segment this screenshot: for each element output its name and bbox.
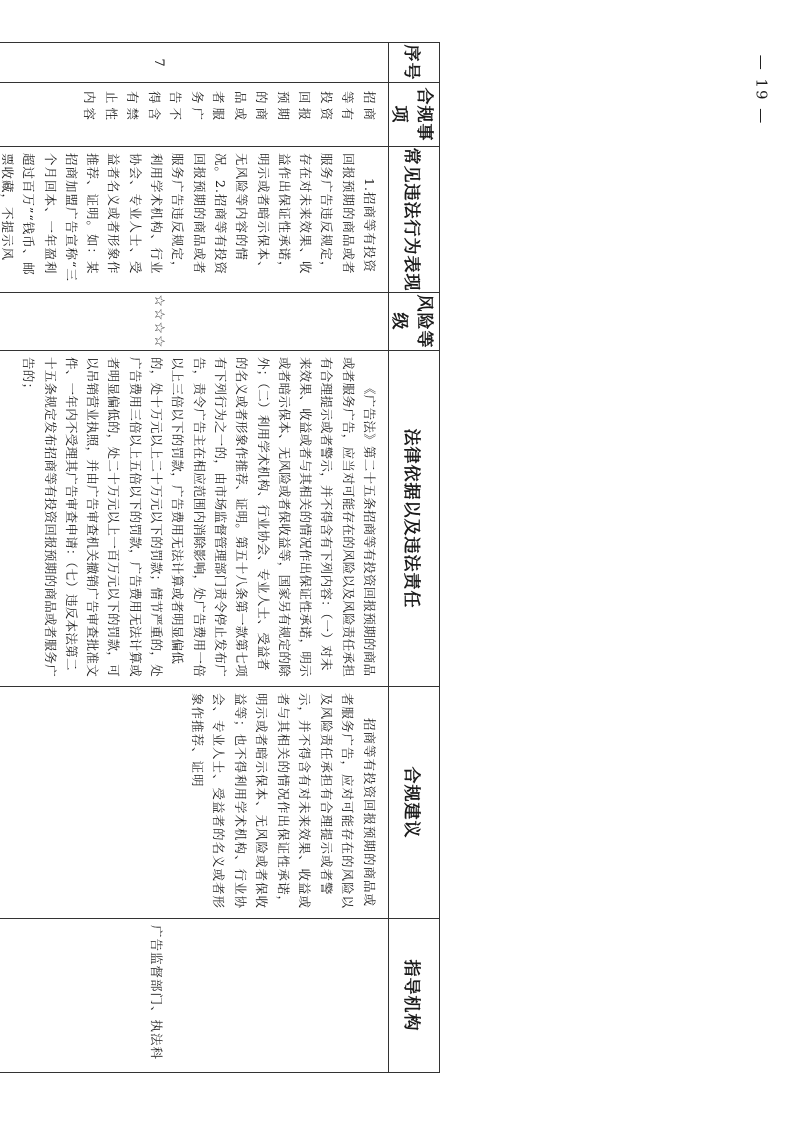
- header-guide: 指导机构: [389, 919, 440, 1073]
- advice-text: 招商等有投资回报预期的商品或者服务广告，应对可能存在的风险以及风险责任承担有合理提示或者警示，并不得含有对未来效果、收益或者与其相关的情况作出保证性承诺，明示或者暗示保本、无风险或者保收益等；也不得利用学术机构、行业协会、专业人士、受益者的名义或者形象作推荐、证明: [190, 693, 377, 910]
- header-advice: 合规建议: [389, 687, 440, 919]
- header-item: 合规事项: [389, 83, 440, 147]
- header-behavior: 常见违法行为表现: [389, 147, 440, 293]
- page-number: — 19 —: [752, 54, 770, 126]
- compliance-table: [0, 42, 440, 1073]
- row-seq: 7: [0, 43, 389, 83]
- row-guide: 广告监督部门、执法科: [0, 919, 389, 1073]
- header-seq: 序号: [389, 43, 440, 83]
- rotated-table-wrapper: [0, 42, 440, 1072]
- table-row: [0, 43, 389, 1073]
- header-law: 法律依据以及违法责任: [389, 351, 440, 687]
- law-text: 《广告法》第二十五条招商等有投资回报预期的商品或者服务广告，应当对可能存在的风险以及风险责任承担有合理提示或者警示，并不得含有下列内容：（一）对未来效果、收益或者与其相关的情况作出保证性承诺，明示或者暗示保本、无风险或者保收益等，国家另有规定的除外；（二）利用学术机构、行业协会、专业人士、受益者的名义或者形象作推荐、证明。第五十八条第一款第七项有下列行为之一的，由市场监督管理部门责令停止发布广告，责令广告主在相应范围内消除影响，处广告费用一倍以上三倍以下的罚款，广告费用无法计算或者明显偏低的，处十万元以上二十万元以下的罚款；情节严重的，处广告费用三倍以上五倍以下的罚款，广告费用无法计算或者明显偏低的，处二十万元以上一百万元以下的罚款，可以吊销营业执照，并由广告审查机关撤销广告审查批准文件、一年内不受理其广告审查申请：（七）违反本法第二十五条规定发布招商等有投资回报预期的商品或者服务广告的；: [21, 357, 377, 678]
- row-law: [0, 351, 389, 687]
- header-risk: 风险等级: [389, 293, 440, 351]
- row-item: 招商等有投资回报预期的商品或者服务广告不得含有禁止性内容: [0, 83, 389, 147]
- row-risk-stars: ☆☆☆☆: [0, 293, 389, 351]
- behavior-text: 1.招商等有投资回报预期的商品或者服务广告违反规定，存在对未来效果、收益作出保证性承诺，明示或者暗示保本、无风险等内容的情况。2.招商等有投资回报预期的商品或者服务广告违反规定，利用学术机构、行业协会、专业人士、受益者名义或者形象作推荐、证明。如：某招商加盟广告宣称“三个月回本、一年盈利超过百万”“钱币、邮票收藏，不提示风: [0, 153, 377, 282]
- row-advice: [0, 687, 389, 919]
- header-row: [389, 43, 440, 1073]
- row-behavior: [0, 147, 389, 293]
